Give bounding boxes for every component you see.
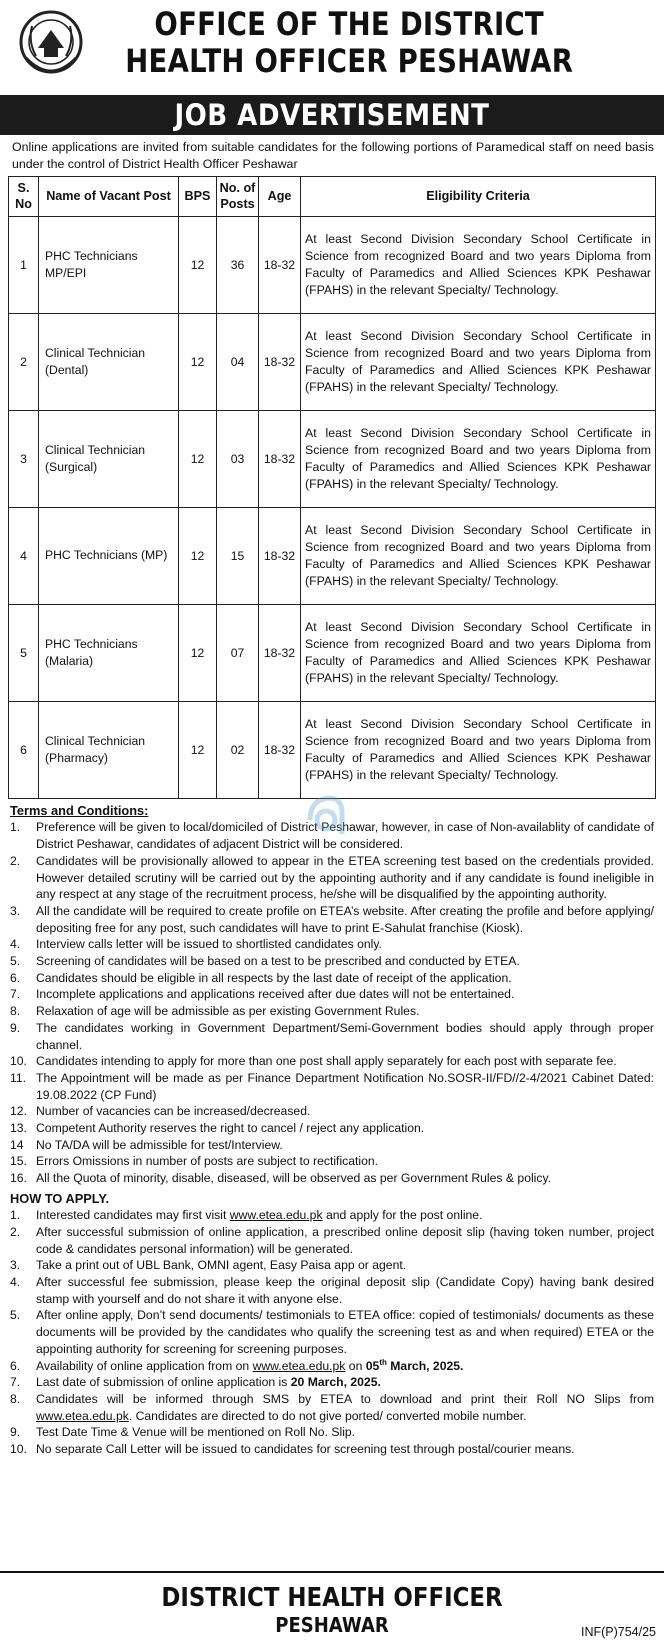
list-item: 7. Incomplete applications and applications received after due dates will not be entertained. — [10, 987, 515, 1002]
cell-bps: 12 — [179, 605, 217, 702]
list-item: 10. No separate Call Letter will be issued to candidates for screening test through postal/courier means. — [10, 1442, 575, 1457]
cell-sno: 3 — [9, 411, 39, 508]
cell-criteria: At least Second Division Secondary School Certificate in Science from recognized Board and two years Diploma from Faculty of Paramedics and Allied Sciences KPK Peshawar (FPAHS) in the relevant Specialty/ Technology. — [301, 605, 656, 702]
col-age: Age — [259, 177, 301, 217]
list-item: 2. After successful submission of online application, a prescribed online deposit slip (having token number, project code & candidates personal information) will be generated. — [10, 1224, 654, 1256]
cell-criteria: At least Second Division Secondary School Certificate in Science from recognized Board and two years Diploma from Faculty of Paramedics and Allied Sciences KPK Peshawar (FPAHS) in the relevant Specialty/ Technology. — [301, 411, 656, 508]
list-item: 2. Candidates will be provisionally allowed to appear in the ETEA screening test based on the credentials provided. However detailed scrutiny will be carried out by the appointing authority and if any candidate is found ineligible in any respect at any stage of the recruitment process, he/she will be disqualified by the appointing authority. — [10, 853, 654, 902]
signatory-location: PESHAWAR — [275, 1613, 389, 1637]
list-item: 9. The candidates working in Government Department/Semi-Government bodies should apply through proper channel. — [10, 1020, 654, 1052]
terms-heading: Terms and Conditions: — [10, 803, 149, 818]
cell-sno: 5 — [9, 605, 39, 702]
terms-list — [8, 819, 656, 1186]
reference-number: INF(P)754/25 — [580, 1625, 656, 1639]
list-item: 13. Competent Authority reserves the right to cancel / reject any application. — [10, 1121, 425, 1136]
cell-post: PHC Technicians (Malaria) — [39, 605, 179, 702]
cell-age: 18-32 — [259, 605, 301, 702]
cell-bps: 12 — [179, 314, 217, 411]
intro-paragraph: Online applications are invited from suitable candidates for the following portions of Paramedical staff on need basis under the control of District Health Officer Peshawar — [12, 140, 654, 171]
cell-criteria: At least Second Division Secondary School Certificate in Science from recognized Board and two years Diploma from Faculty of Paramedics and Allied Sciences KPK Peshawar (FPAHS) in the relevant Specialty/ Technology. — [301, 508, 656, 605]
cell-posts: 36 — [217, 217, 259, 314]
cell-sno: 2 — [9, 314, 39, 411]
cell-criteria: At least Second Division Secondary School Certificate in Science from recognized Board and two years Diploma from Faculty of Paramedics and Allied Sciences KPK Peshawar (FPAHS) in the relevant Specialty/ Technology. — [301, 702, 656, 799]
cell-bps: 12 — [179, 411, 217, 508]
list-item: 6. Availability of online application from on www.etea.edu.pk on 05th March, 2025. — [10, 1357, 464, 1373]
list-item: 12. Number of vacancies can be increased/decreased. — [10, 1104, 311, 1119]
table-row — [9, 411, 656, 508]
header — [8, 0, 656, 95]
table-row — [9, 702, 656, 799]
cell-posts: 02 — [217, 702, 259, 799]
list-item: 1. Preference will be given to local/domiciled of District Peshawar, however, in case of Non-availablity of candidate of District Peshawar, candidates of adjacent District will be considered. — [10, 820, 654, 852]
watermark-logo — [302, 790, 348, 838]
list-item: 5. Screening of candidates will be based on a test to be prescribed and conducted by ETEA. — [10, 954, 520, 969]
cell-post: Clinical Technician (Dental) — [39, 314, 179, 411]
cell-post: PHC Technicians (MP) — [39, 508, 179, 605]
job-advertisement-banner — [0, 95, 664, 135]
table-row — [9, 605, 656, 702]
how-to-apply-heading: HOW TO APPLY. — [10, 1190, 110, 1206]
list-item: 8. Relaxation of age will be admissible as per existing Government Rules. — [10, 1004, 420, 1019]
list-item: 7. Last date of submission of online application is 20 March, 2025. — [10, 1375, 381, 1390]
cell-criteria: At least Second Division Secondary School Certificate in Science from recognized Board and two years Diploma from Faculty of Paramedics and Allied Sciences KPK Peshawar (FPAHS) in the relevant Specialty/ Technology. — [301, 314, 656, 411]
cell-criteria: At least Second Division Secondary School Certificate in Science from recognized Board and two years Diploma from Faculty of Paramedics and Allied Sciences KPK Peshawar (FPAHS) in the relevant Specialty/ Technology. — [301, 217, 656, 314]
col-posts: No. of Posts — [217, 177, 259, 217]
list-item: 3. All the candidate will be required to create profile on ETEA’s website. After creating the profile and before applying/ depositing free for any post, such candidates will have to print E-Sahulat franchise (Kiosk). — [10, 903, 654, 935]
how-to-apply-list — [8, 1207, 656, 1458]
cell-age: 18-32 — [259, 411, 301, 508]
table-row — [9, 314, 656, 411]
office-title-line2: HEALTH OFFICER PESHAWAR — [125, 42, 574, 80]
cell-age: 18-32 — [259, 508, 301, 605]
list-item: 8. Candidates will be informed through SMS by ETEA to download and print their Roll NO Slips from www.etea.edu.pk. Candidates are directed to do not give ported/ converted mobile number. — [10, 1392, 654, 1423]
list-item: 14 No TA/DA will be admissible for test/Interview. — [10, 1137, 283, 1152]
office-title-line1: OFFICE OF THE DISTRICT — [154, 5, 544, 43]
cell-bps: 12 — [179, 217, 217, 314]
list-item: 3. Take a print out of UBL Bank, OMNI agent, Easy Paisa app or agent. — [10, 1258, 407, 1273]
cell-age: 18-32 — [259, 217, 301, 314]
col-sno: S. No — [9, 177, 39, 217]
etea-link[interactable]: www.etea.edu.pk — [229, 1208, 323, 1223]
col-criteria: Eligibility Criteria — [301, 177, 656, 217]
cell-post: PHC Technicians MP/EPI — [39, 217, 179, 314]
cell-post: Clinical Technician (Pharmacy) — [39, 702, 179, 799]
cell-sno: 1 — [9, 217, 39, 314]
signatory-title: DISTRICT HEALTH OFFICER — [161, 1583, 503, 1613]
footer — [0, 1571, 664, 1649]
list-item: 16. All the Quota of minority, disable, diseased, will be observed as per Government Rules & policy. — [10, 1171, 552, 1186]
list-item: 10. Candidates intending to apply for more than one post shall apply separately for each post with separate fee. — [10, 1054, 617, 1069]
etea-link[interactable]: www.etea.edu.pk — [252, 1358, 346, 1373]
cell-sno: 4 — [9, 508, 39, 605]
banner-text: JOB ADVERTISEMENT — [174, 98, 490, 132]
list-item: 4. Interview calls letter will be issued to shortlisted candidates only. — [10, 937, 382, 952]
list-item: 1. Interested candidates may first visit www.etea.edu.pk and apply for the post online. — [10, 1208, 483, 1223]
cell-age: 18-32 — [259, 314, 301, 411]
cell-sno: 6 — [9, 702, 39, 799]
table-row — [9, 217, 656, 314]
cell-post: Clinical Technician (Surgical) — [39, 411, 179, 508]
col-post: Name of Vacant Post — [39, 177, 179, 217]
col-bps: BPS — [179, 177, 217, 217]
etea-link[interactable]: www.etea.edu.pk — [36, 1408, 129, 1423]
table-row — [9, 508, 656, 605]
cell-bps: 12 — [179, 702, 217, 799]
table-header-row — [9, 177, 656, 217]
cell-posts: 15 — [217, 508, 259, 605]
cell-bps: 12 — [179, 508, 217, 605]
cell-posts: 03 — [217, 411, 259, 508]
cell-posts: 07 — [217, 605, 259, 702]
list-item: 4. After successful fee submission, please keep the original deposit slip (Candidate Copy) having bank desired stamp with yourself and do not share it with anyone else. — [10, 1275, 654, 1306]
list-item: 15. Errors Omissions in number of posts are subject to rectification. — [10, 1154, 379, 1169]
vacancy-table — [8, 176, 656, 799]
cell-posts: 04 — [217, 314, 259, 411]
cell-age: 18-32 — [259, 702, 301, 799]
list-item: 5. After online apply, Don’t send documents/ testimonials to ETEA office: copied of testimonials/ documents as these documents will be provided by the candidates who qualify the screening test as and when required) ETEA or the appointing authority for screening for screening purposes. — [10, 1308, 654, 1356]
list-item: 9. Test Date Time & Venue will be mentioned on Roll No. Slip. — [10, 1425, 356, 1440]
list-item: 11. The Appointment will be made as per Finance Department Notification No.SOSR-II/FD//2-4/2021 Cabinet Dated: 19.08.2022 (CP Fund) — [10, 1070, 654, 1102]
list-item: 6. Candidates should be eligible in all respects by the last date of receipt of the application. — [10, 970, 512, 985]
